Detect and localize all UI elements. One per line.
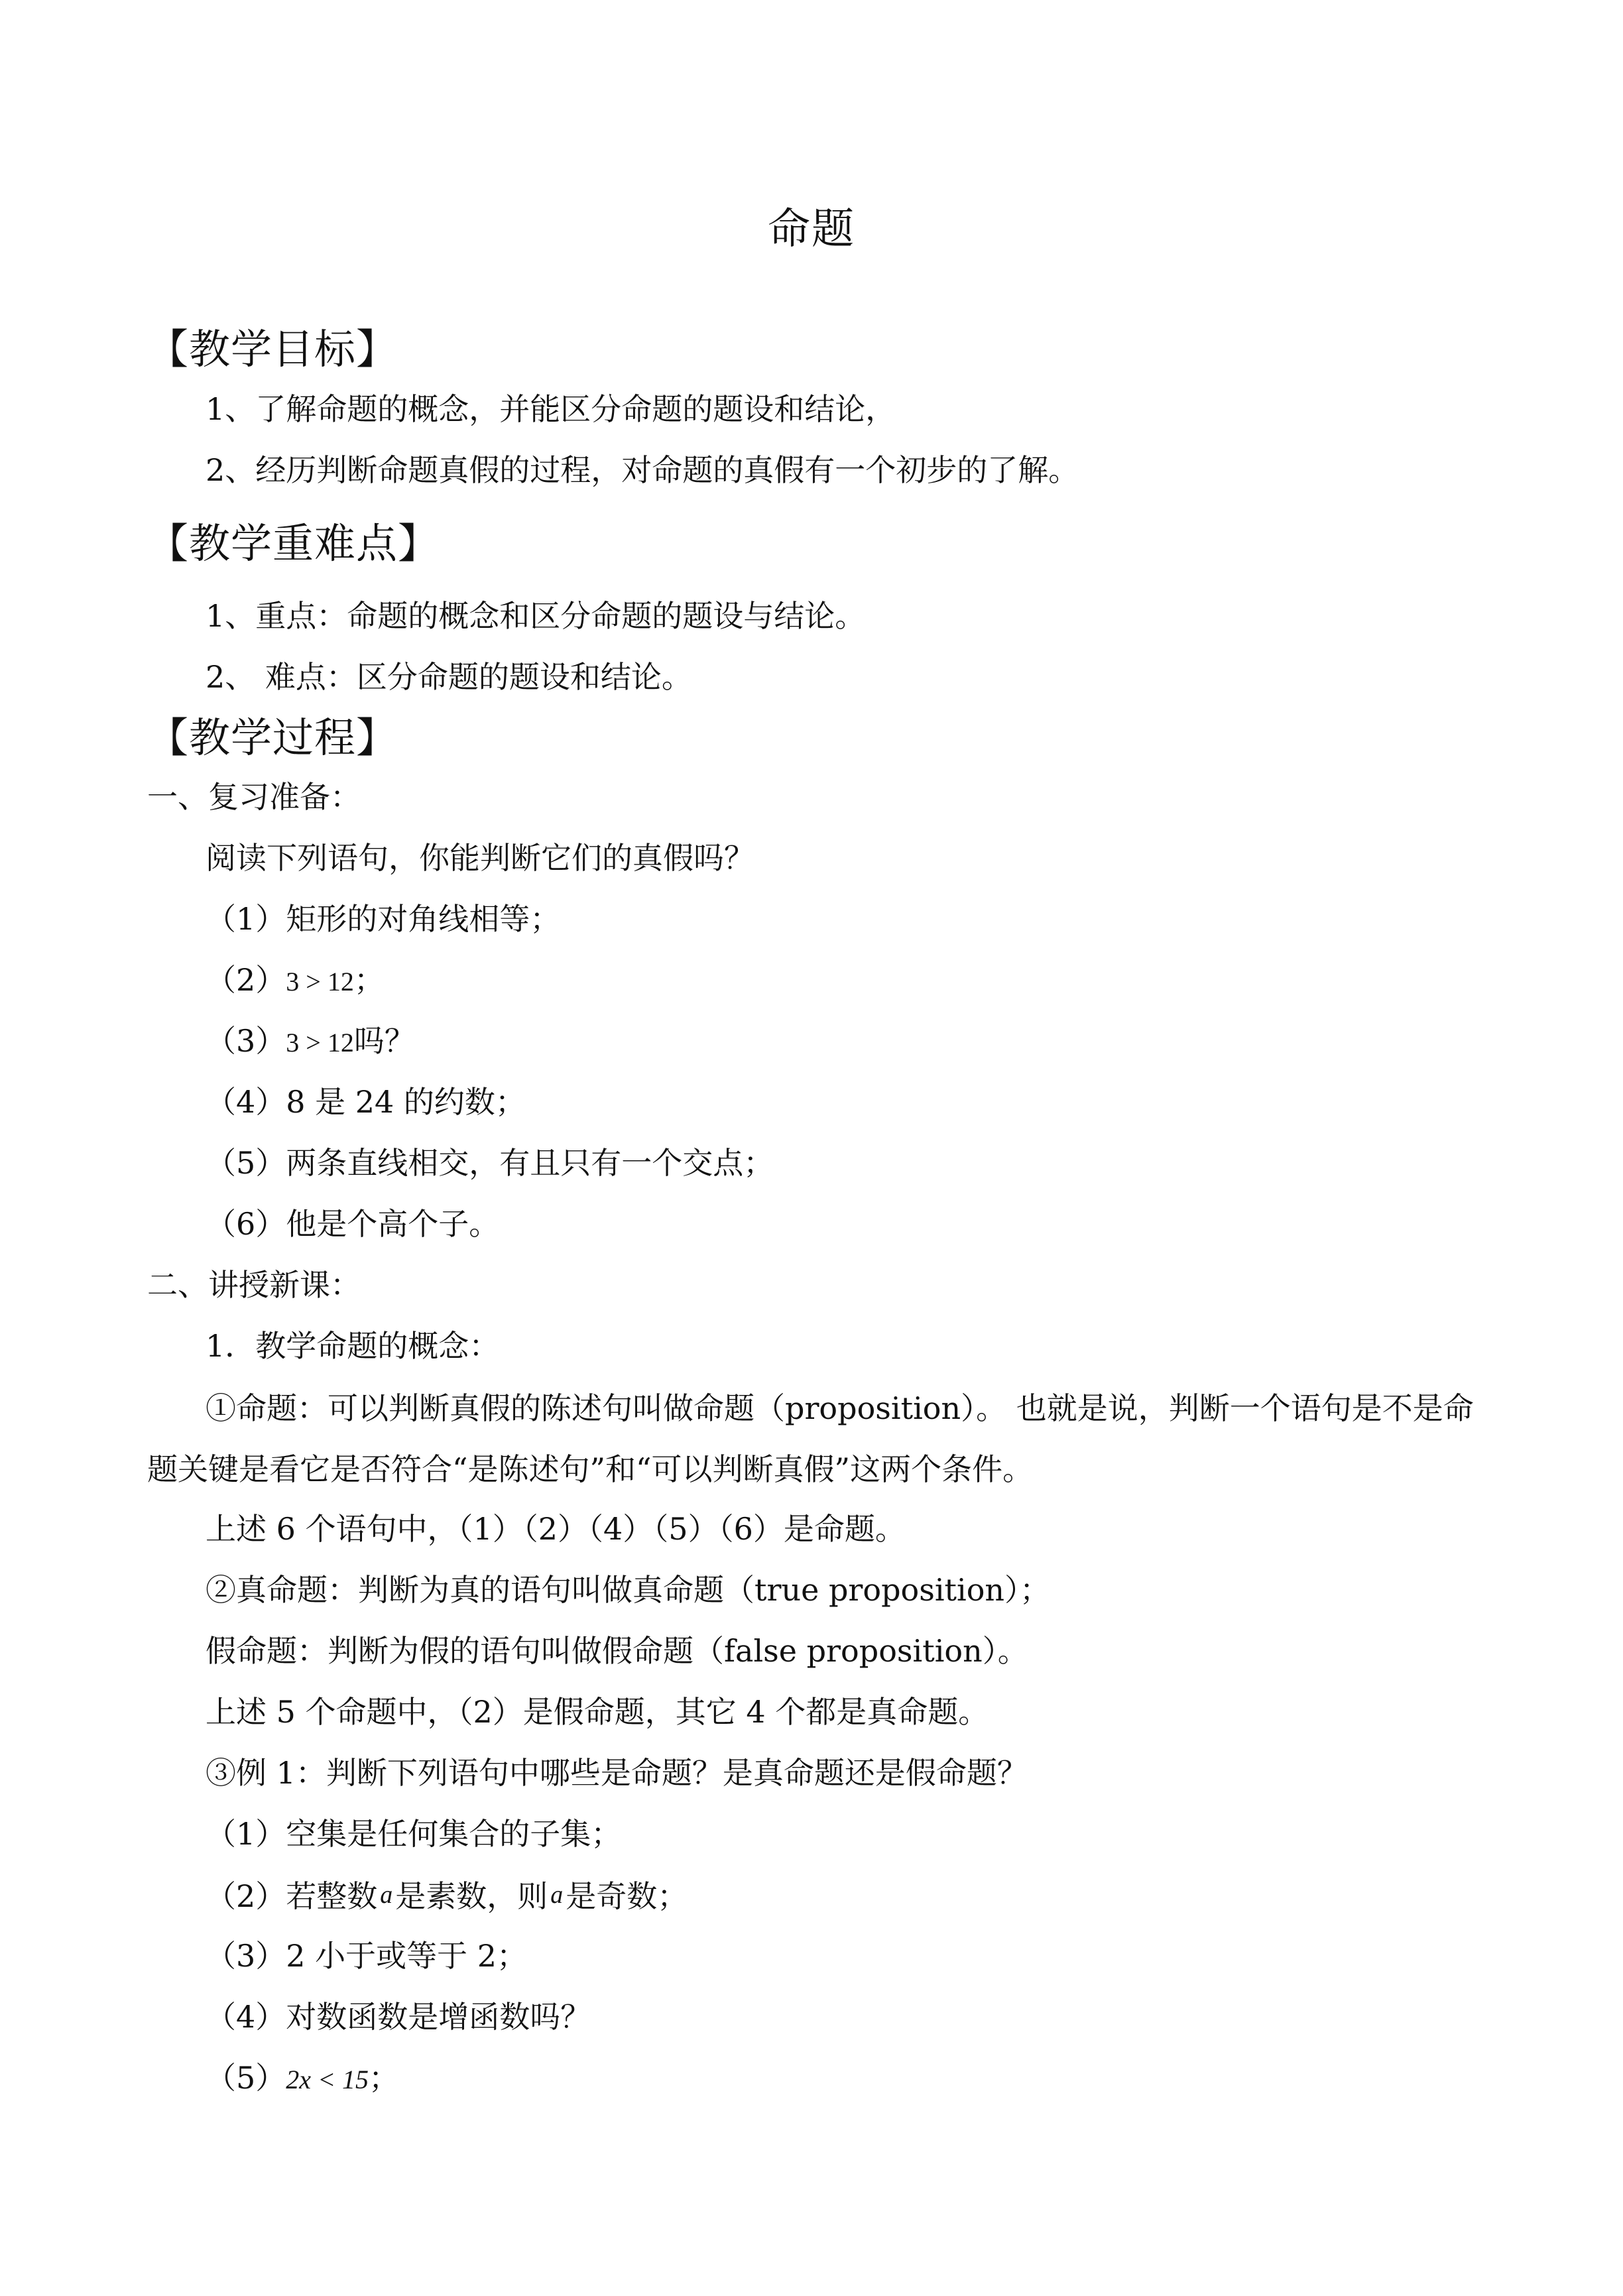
review-item-4: （4）8 是 24 的约数； (206, 1084, 526, 1120)
review-item-5: （5）两条直线相交，有且只有一个交点； (206, 1145, 774, 1181)
example-item-2-var-2: a (550, 1881, 564, 1909)
example-item-5-math: 2x < 15 (286, 2065, 369, 2094)
example-item-5-suffix: ； (369, 2060, 400, 2096)
note-true-false: 上述 5 个命题中，（2）是假命题，其它 4 个都是真命题。 (206, 1694, 989, 1730)
example-item-1: （1）空集是任何集合的子集； (206, 1816, 622, 1852)
review-item-3 (206, 1020, 415, 1064)
section-heading-goals: 【教学目标】 (147, 325, 398, 373)
review-item-2-prefix: （2） (206, 962, 286, 998)
lesson-heading: 二、讲授新课： (147, 1267, 361, 1303)
review-item-2-suffix: ； (353, 962, 385, 998)
example-item-4: （4）对数函数是增函数吗？ (206, 1999, 591, 2035)
example-item-3: （3）2 小于或等于 2； (206, 1938, 528, 1974)
review-item-2-math: 3 > 12 (286, 967, 354, 997)
review-item-6: （6）他是个高个子。 (206, 1206, 500, 1242)
example-item-2-part-b: 是素数，则 (395, 1878, 548, 1914)
definition-true-proposition: ②真命题：判断为真的语句叫做真命题（true proposition）； (206, 1572, 1051, 1608)
example-item-2-part-c: 是奇数； (566, 1878, 688, 1914)
example-item-2 (206, 1874, 688, 1917)
example-item-5 (206, 2057, 399, 2101)
definition-proposition: ①命题：可以判断真假的陈述句叫做命题（proposition）。 也就是说，判断一个语句是不是命题关键是看它是否符合“是陈述句”和“可以判断真假”这两个条件。 (147, 1390, 1474, 1487)
example-heading: ③例 1：判断下列语句中哪些是命题？是真命题还是假命题？ (206, 1755, 1028, 1791)
review-heading: 一、复习准备： (147, 779, 361, 815)
document-title: 命题 (768, 205, 855, 254)
review-item-2 (206, 959, 385, 1003)
note-propositions: 上述 6 个语句中，（1）（2）（4）（5）（6）是命题。 (206, 1511, 906, 1547)
example-item-2-part-a: （2）若整数 (206, 1878, 378, 1914)
review-item-1: （1）矩形的对角线相等； (206, 901, 561, 937)
goal-item-1: 1、了解命题的概念，并能区分命题的题设和结论， (206, 391, 896, 427)
keypoint-item-1: 1、重点：命题的概念和区分命题的题设与结论。 (206, 598, 866, 634)
lesson-subheading-1: 1．教学命题的概念： (206, 1328, 500, 1364)
section-heading-process: 【教学过程】 (147, 713, 398, 762)
review-prompt: 阅读下列语句，你能判断它们的真假吗？ (206, 840, 754, 876)
review-item-3-prefix: （3） (206, 1023, 286, 1059)
review-item-3-suffix: 吗？ (353, 1023, 415, 1059)
section-heading-keypoints: 【教学重难点】 (147, 519, 440, 568)
example-item-5-prefix: （5） (206, 2060, 286, 2096)
keypoint-item-2: 2、 难点：区分命题的题设和结论。 (206, 659, 692, 695)
example-item-2-var-1: a (380, 1881, 393, 1909)
goal-item-2: 2、经历判断命题真假的过程，对命题的真假有一个初步的了解。 (206, 452, 1079, 488)
definition-false-proposition: 假命题：判断为假的语句叫做假命题（false proposition）。 (206, 1633, 1028, 1669)
review-item-3-math: 3 > 12 (286, 1028, 354, 1057)
